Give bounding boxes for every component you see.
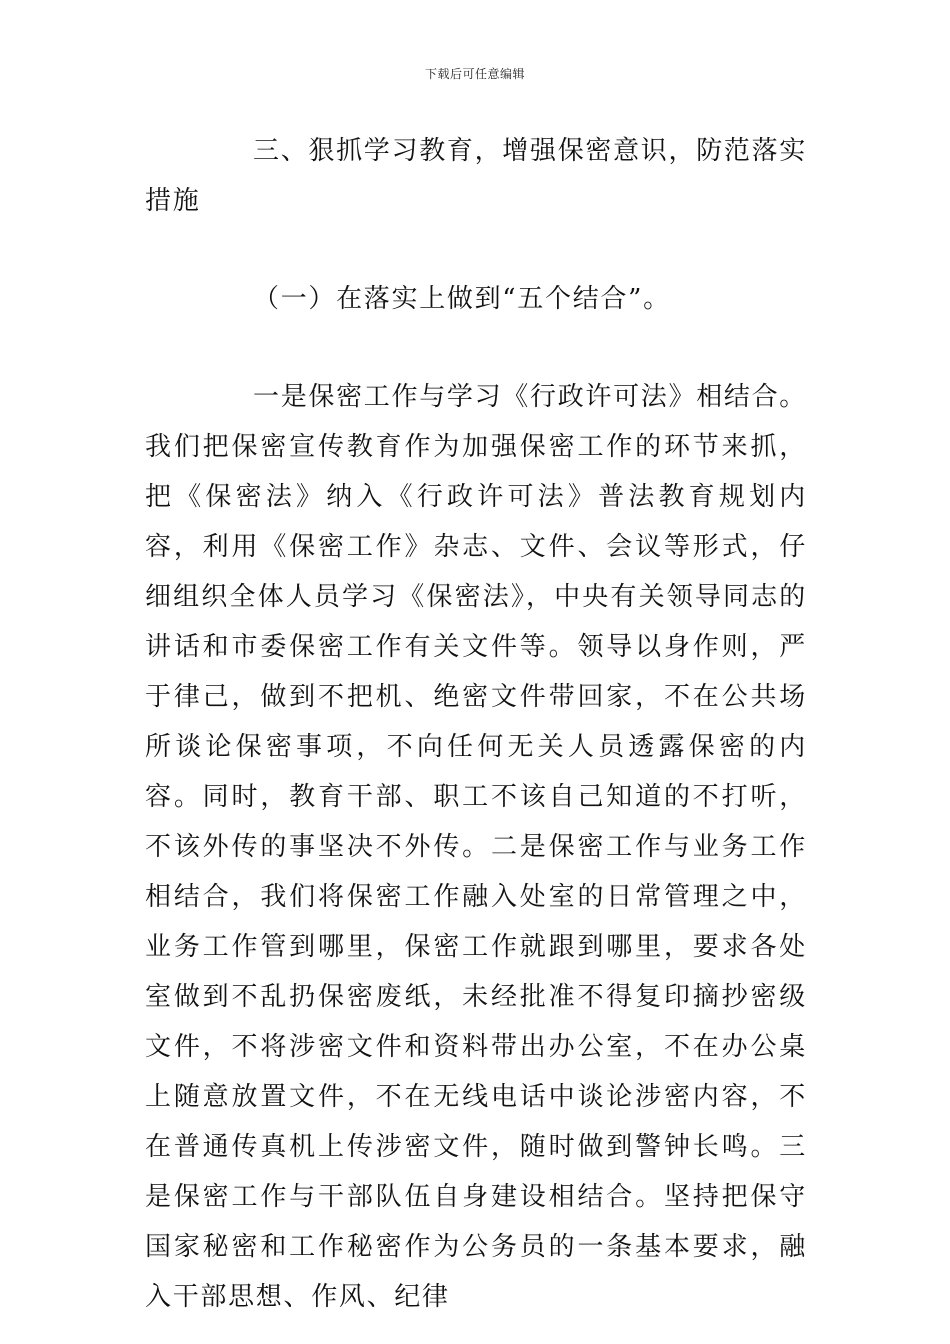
document-body: [145, 126, 807, 1322]
page-header-note: 下载后可任意编辑: [424, 67, 525, 81]
body-paragraph: 一是保密工作与学习《行政许可法》相结合。我们把保密宣传教育作为加强保密工作的环节来抓，把《保密法》纳入《行政许可法》普法教育规划内容，利用《保密工作》杂志、文件、会议等形式，仔细组织全体人员学习《保密法》，中央有关领导同志的讲话和市委保密工作有关文件等。领导以身作则，严于律己，做到不把机、绝密文件带回家，不在公共场所谈论保密事项，不向任何无关人员透露保密的内容。同时，教育干部、职工不该自己知道的不打听，不该外传的事坚决不外传。二是保密工作与业务工作相结合，我们将保密工作融入处室的日常管理之中，业务工作管到哪里，保密工作就跟到哪里，要求各处室做到不乱扔保密废纸，未经批准不得复印摘抄密级文件，不将涉密文件和资料带出办公室，不在办公桌上随意放置文件，不在无线电话中谈论涉密内容，不在普通传真机上传涉密文件，随时做到警钟长鸣。三是保密工作与干部队伍自身建设相结合。坚持把保守国家秘密和工作秘密作为公务员的一条基本要求，融入干部思想、作风、纪律: [145, 382, 808, 1312]
section-heading: 三、狠抓学习教育，增强保密意识，防范落实措施: [145, 136, 808, 216]
subheading: （一）在落实上做到“五个结合”。: [253, 284, 671, 314]
